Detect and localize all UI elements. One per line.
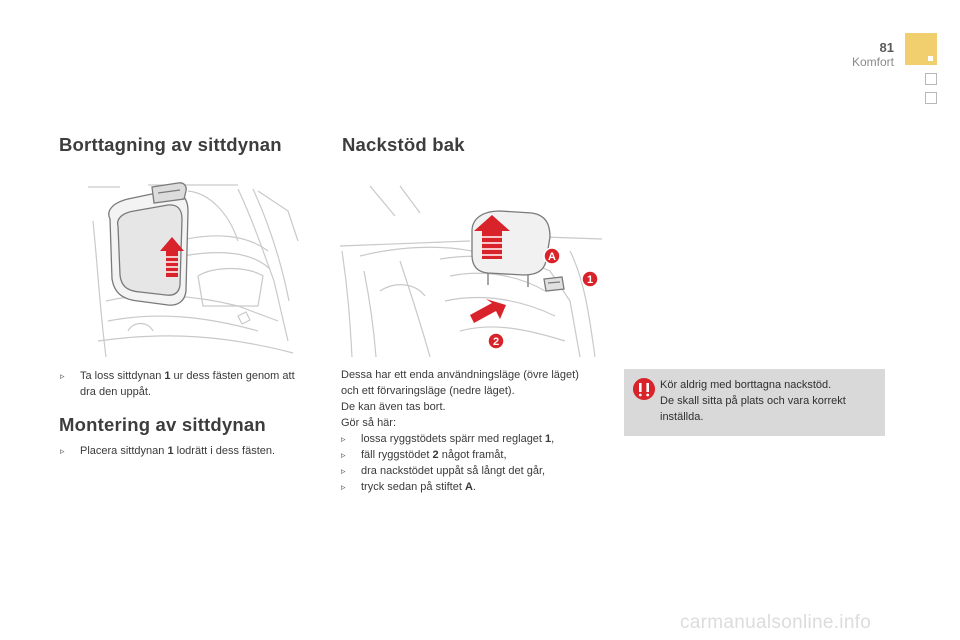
callout-1-label: 1 xyxy=(586,274,594,286)
headrest-illustration xyxy=(340,181,602,358)
list-item: ▹ dra nackstödet uppåt så långt det går, xyxy=(341,465,546,477)
list-item: ▹ tryck sedan på stiftet A. xyxy=(341,481,476,493)
intro-line: Gör så här: xyxy=(341,417,397,429)
list-item: ▹ Ta loss sittdynan 1 ur dess fästen genom att dra den uppåt. xyxy=(60,370,295,398)
chapter-tab-active[interactable] xyxy=(905,33,937,65)
callout-1 xyxy=(582,271,598,287)
bullet-icon: ▹ xyxy=(341,482,346,492)
cushion-removal-drawing xyxy=(88,181,301,358)
watermark: carmanualsonline.info xyxy=(680,612,872,633)
list-item: ▹ fäll ryggstödet 2 något framåt, xyxy=(341,449,507,461)
cushion-removal-illustration xyxy=(88,181,301,358)
callout-2-label: 2 xyxy=(492,336,500,348)
bullet-icon: ▹ xyxy=(60,446,65,456)
bullet-icon: ▹ xyxy=(341,450,346,460)
intro-line: Dessa har ett enda användningsläge (övre läget) och ett förvaringsläge (nedre läget). xyxy=(341,369,579,397)
chapter-tab[interactable] xyxy=(925,73,937,85)
list-item: ▹ lossa ryggstödets spärr med reglaget 1, xyxy=(341,433,555,445)
mount-steps xyxy=(60,443,310,459)
bullet-icon: ▹ xyxy=(341,466,346,476)
bullet-icon: ▹ xyxy=(60,371,65,381)
callout-2 xyxy=(488,333,504,349)
list-item: ▹ Placera sittdynan 1 lodrätt i dess fästen. xyxy=(60,445,276,457)
chapter-tab[interactable] xyxy=(925,92,937,104)
heading-mount-cushion: Montering av sittdynan xyxy=(59,414,266,435)
heading-remove-cushion: Borttagning av sittdynan xyxy=(59,134,282,155)
tilt-arrow xyxy=(470,299,506,323)
callout-a xyxy=(544,248,560,264)
warning-text: Kör aldrig med borttagna nackstöd. De skall sitta på plats och vara korrekt inställda. xyxy=(660,379,846,423)
warning-box xyxy=(624,369,885,436)
headrest-drawing xyxy=(340,181,602,358)
remove-steps xyxy=(60,368,310,400)
bullet-icon: ▹ xyxy=(341,434,346,444)
headrest-description xyxy=(341,367,596,495)
section-title: Komfort xyxy=(851,55,894,69)
page-number: 81 xyxy=(879,40,894,55)
intro-line: De kan även tas bort. xyxy=(341,401,446,413)
heading-rear-headrest: Nackstöd bak xyxy=(342,134,465,155)
exclamation-icon xyxy=(631,376,657,402)
callout-a-label: A xyxy=(548,251,556,263)
